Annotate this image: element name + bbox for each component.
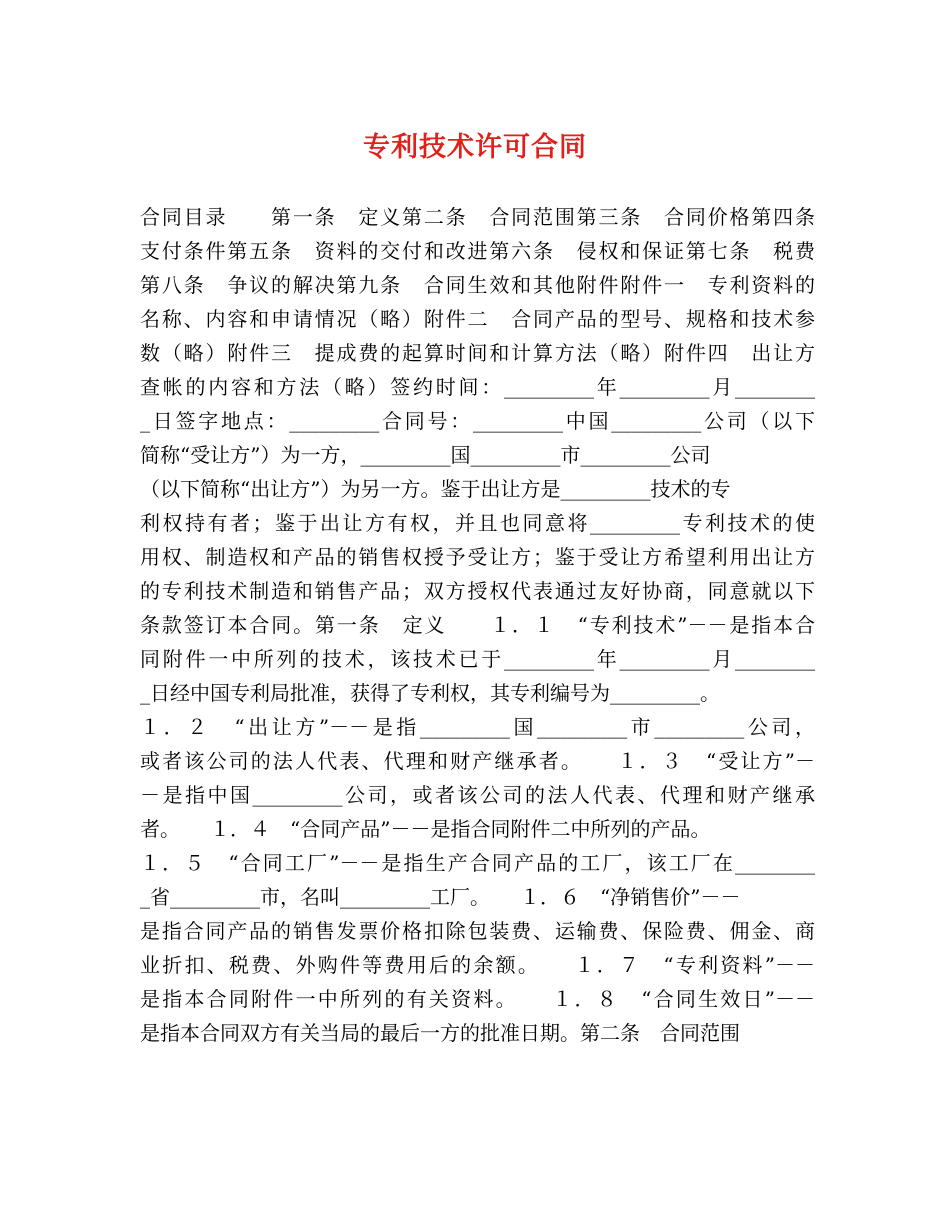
body-line: １．２ “出让方”－－是指_________国_________市_________公司， (140, 715, 815, 739)
body-line: 业折扣、税费、外购件等费用后的余额。 １．７ “专利资料”－－ (140, 953, 815, 977)
document-body (140, 200, 815, 1050)
body-line: 用权、制造权和产品的销售权授予受让方；鉴于受让方希望利用出让方 (140, 545, 815, 569)
body-line: 同附件一中所列的技术，该技术已于_________年_________月________ (140, 647, 815, 671)
document-title: 专利技术许可合同 (363, 132, 587, 163)
body-line: 者。 １．４ “合同产品”－－是指合同附件二中所列的产品。 (140, 817, 711, 841)
body-line: 查帐的内容和方法（略）签约时间：_________年_________月________ (140, 375, 815, 399)
body-line: 利权持有者；鉴于出让方有权，并且也同意将_________专利技术的使 (140, 511, 815, 535)
body-line: 数（略）附件三 提成费的起算时间和计算方法（略）附件四 出让方 (140, 341, 815, 365)
body-line: 支付条件第五条 资料的交付和改进第六条 侵权和保证第七条 税费 (140, 239, 815, 263)
body-line: 的专利技术制造和销售产品；双方授权代表通过友好协商，同意就以下 (140, 579, 815, 603)
body-line: １．５ “合同工厂”－－是指生产合同产品的工厂，该工厂在________ (140, 851, 815, 875)
body-line: 合同目录 第一条 定义第二条 合同范围第三条 合同价格第四条 (140, 205, 815, 229)
body-line: （以下简称“出让方”）为另一方。鉴于出让方是_________技术的专 (140, 477, 731, 501)
body-line: 第八条 争议的解决第九条 合同生效和其他附件附件一 专利资料的 (140, 273, 815, 297)
body-line: 或者该公司的法人代表、代理和财产继承者。 １．３ “受让方”－ (140, 749, 815, 773)
body-line: _省_________市，名叫_________工厂。 １．６ “净销售价”－－ (140, 885, 741, 909)
body-line: 条款签订本合同。第一条 定义 １．１ “专利技术”－－是指本合 (140, 613, 815, 637)
body-line: 是指本合同双方有关当局的最后一方的批准日期。第二条 合同范围 (140, 1021, 740, 1045)
body-line: 名称、内容和申请情况（略）附件二 合同产品的型号、规格和技术参 (140, 307, 815, 331)
body-line: _日经中国专利局批准，获得了专利权，其专利编号为_________。 (140, 681, 720, 705)
body-line: －是指中国_________公司，或者该公司的法人代表、代理和财产继承 (140, 783, 815, 807)
body-line: _日签字地点：_________合同号：_________中国_________公司（以下 (140, 409, 815, 433)
body-line: 简称“受让方”）为一方，_________国_________市_________公司 (140, 443, 711, 467)
body-line: 是指合同产品的销售发票价格扣除包装费、运输费、保险费、佣金、商 (140, 919, 815, 943)
body-line: 是指本合同附件一中所列的有关资料。 １．８ “合同生效日”－－ (140, 987, 815, 1011)
